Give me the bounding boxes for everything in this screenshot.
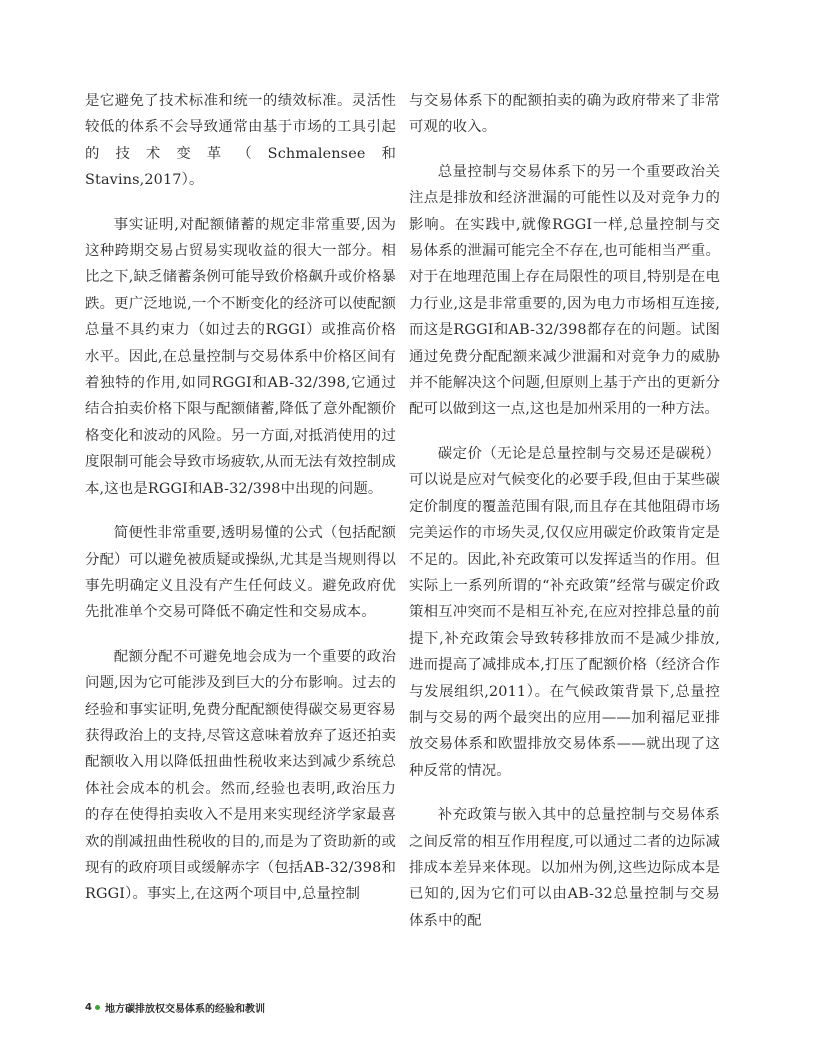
paragraph: 是它避免了技术标准和统一的绩效标准。灵活性较低的体系不会导致通常由基于市场的工具引起的技术变革（Schmalensee和Stavins,2017）。 — [85, 93, 396, 189]
paragraph: 简便性非常重要,透明易懂的公式（包括配额分配）可以避免被质疑或操纵,尤其是当规则得以事先明确定义且没有产生任何歧义。避免政府优先批准单个交易可降低不确定性和交易成本。 — [85, 525, 396, 621]
paragraph: 总量控制与交易体系下的另一个重要政治关注点是排放和经济泄漏的可能性以及对竞争力的影响。在实践中,就像RGGI一样,总量控制与交易体系的泄漏可能完全不存在,也可能相当严重。对于在地理范围上存在局限性的项目,特别是在电力行业,这是非常重要的,因为电力市场相互连接,而这是RGGI和AB-32/398都存在的问题。试图通过免费分配配额来减少泄漏和对竞争力的威胁并不能解决这个问题,但原则上基于产出的更新分配可以做到这一点,这也是加州采用的一种方法。 — [409, 163, 720, 418]
paragraph: 碳定价（无论是总量控制与交易还是碳税）可以说是应对气候变化的必要手段,但由于某些碳定价制度的覆盖范围有限,而且存在其他阻碍市场完美运作的市场失灵,仅仅应用碳定价政策肯定是不足的。因此,补充政策可以发挥适当的作用。但实际上一系列所谓的“补充政策”经常与碳定价政策相互冲突而不是相互补充,在应对控排总量的前提下,补充政策会导致转移排放而不是减少排放,进而提高了减排成本,打压了配额价格（经济合作与发展组织,2011）。在气候政策背景下,总量控制与交易的两个最突出的应用——加利福尼亚排放交易体系和欧盟排放交易体系——就出现了这种反常的情况。 — [409, 445, 720, 779]
paragraph: 事实证明,对配额储蓄的规定非常重要,因为这种跨期交易占贸易实现收益的很大一部分。相比之下,缺乏储蓄条例可能导致价格飙升或价格暴跌。更广泛地说,一个不断变化的经济可以使配额总量不具约束力（如过去的RGGI）或推高价格水平。因此,在总量控制与交易体系中价格区间有着独特的作用,如同RGGI和AB-32/398,它通过结合拍卖价格下限与配额储蓄,降低了意外配额价格变化和波动的风险。另一方面,对抵消使用的过度限制可能会导致市场疲软,从而无法有效控制成本,这也是RGGI和AB-32/398中出现的问题。 — [85, 216, 396, 497]
paragraph: 与交易体系下的配额拍卖的确为政府带来了非常可观的收入。 — [409, 93, 720, 136]
right-column — [409, 88, 720, 952]
bullet-dot-icon — [95, 1005, 100, 1010]
paragraph: 配额分配不可避免地会成为一个重要的政治问题,因为它可能涉及到巨大的分布影响。过去的经验和事实证明,免费分配配额使得碳交易更容易获得政治上的支持,尽管这意味着放弃了返还拍卖配额收入用以降低扭曲性税收来达到减少系统总体社会成本的机会。然而,经验也表明,政治压力的存在使得拍卖收入不是用来实现经济学家最喜欢的削减扭曲性税收的目的,而是为了资助新的或现有的政府项目或缓解赤字（包括AB-32/398和RGGI）。事实上,在这两个项目中,总量控制 — [85, 648, 396, 903]
left-column — [85, 88, 396, 926]
footer-title: 地方碳排放权交易体系的经验和教训 — [104, 1004, 265, 1015]
paragraph: 补充政策与嵌入其中的总量控制与交易体系之间反常的相互作用程度,可以通过二者的边际减排成本差异来体现。以加州为例,这些边际成本是已知的,因为它们可以由AB-32总量控制与交易体系中的配 — [409, 807, 720, 929]
page-footer — [85, 1000, 265, 1015]
page-number: 4 — [85, 1002, 92, 1013]
